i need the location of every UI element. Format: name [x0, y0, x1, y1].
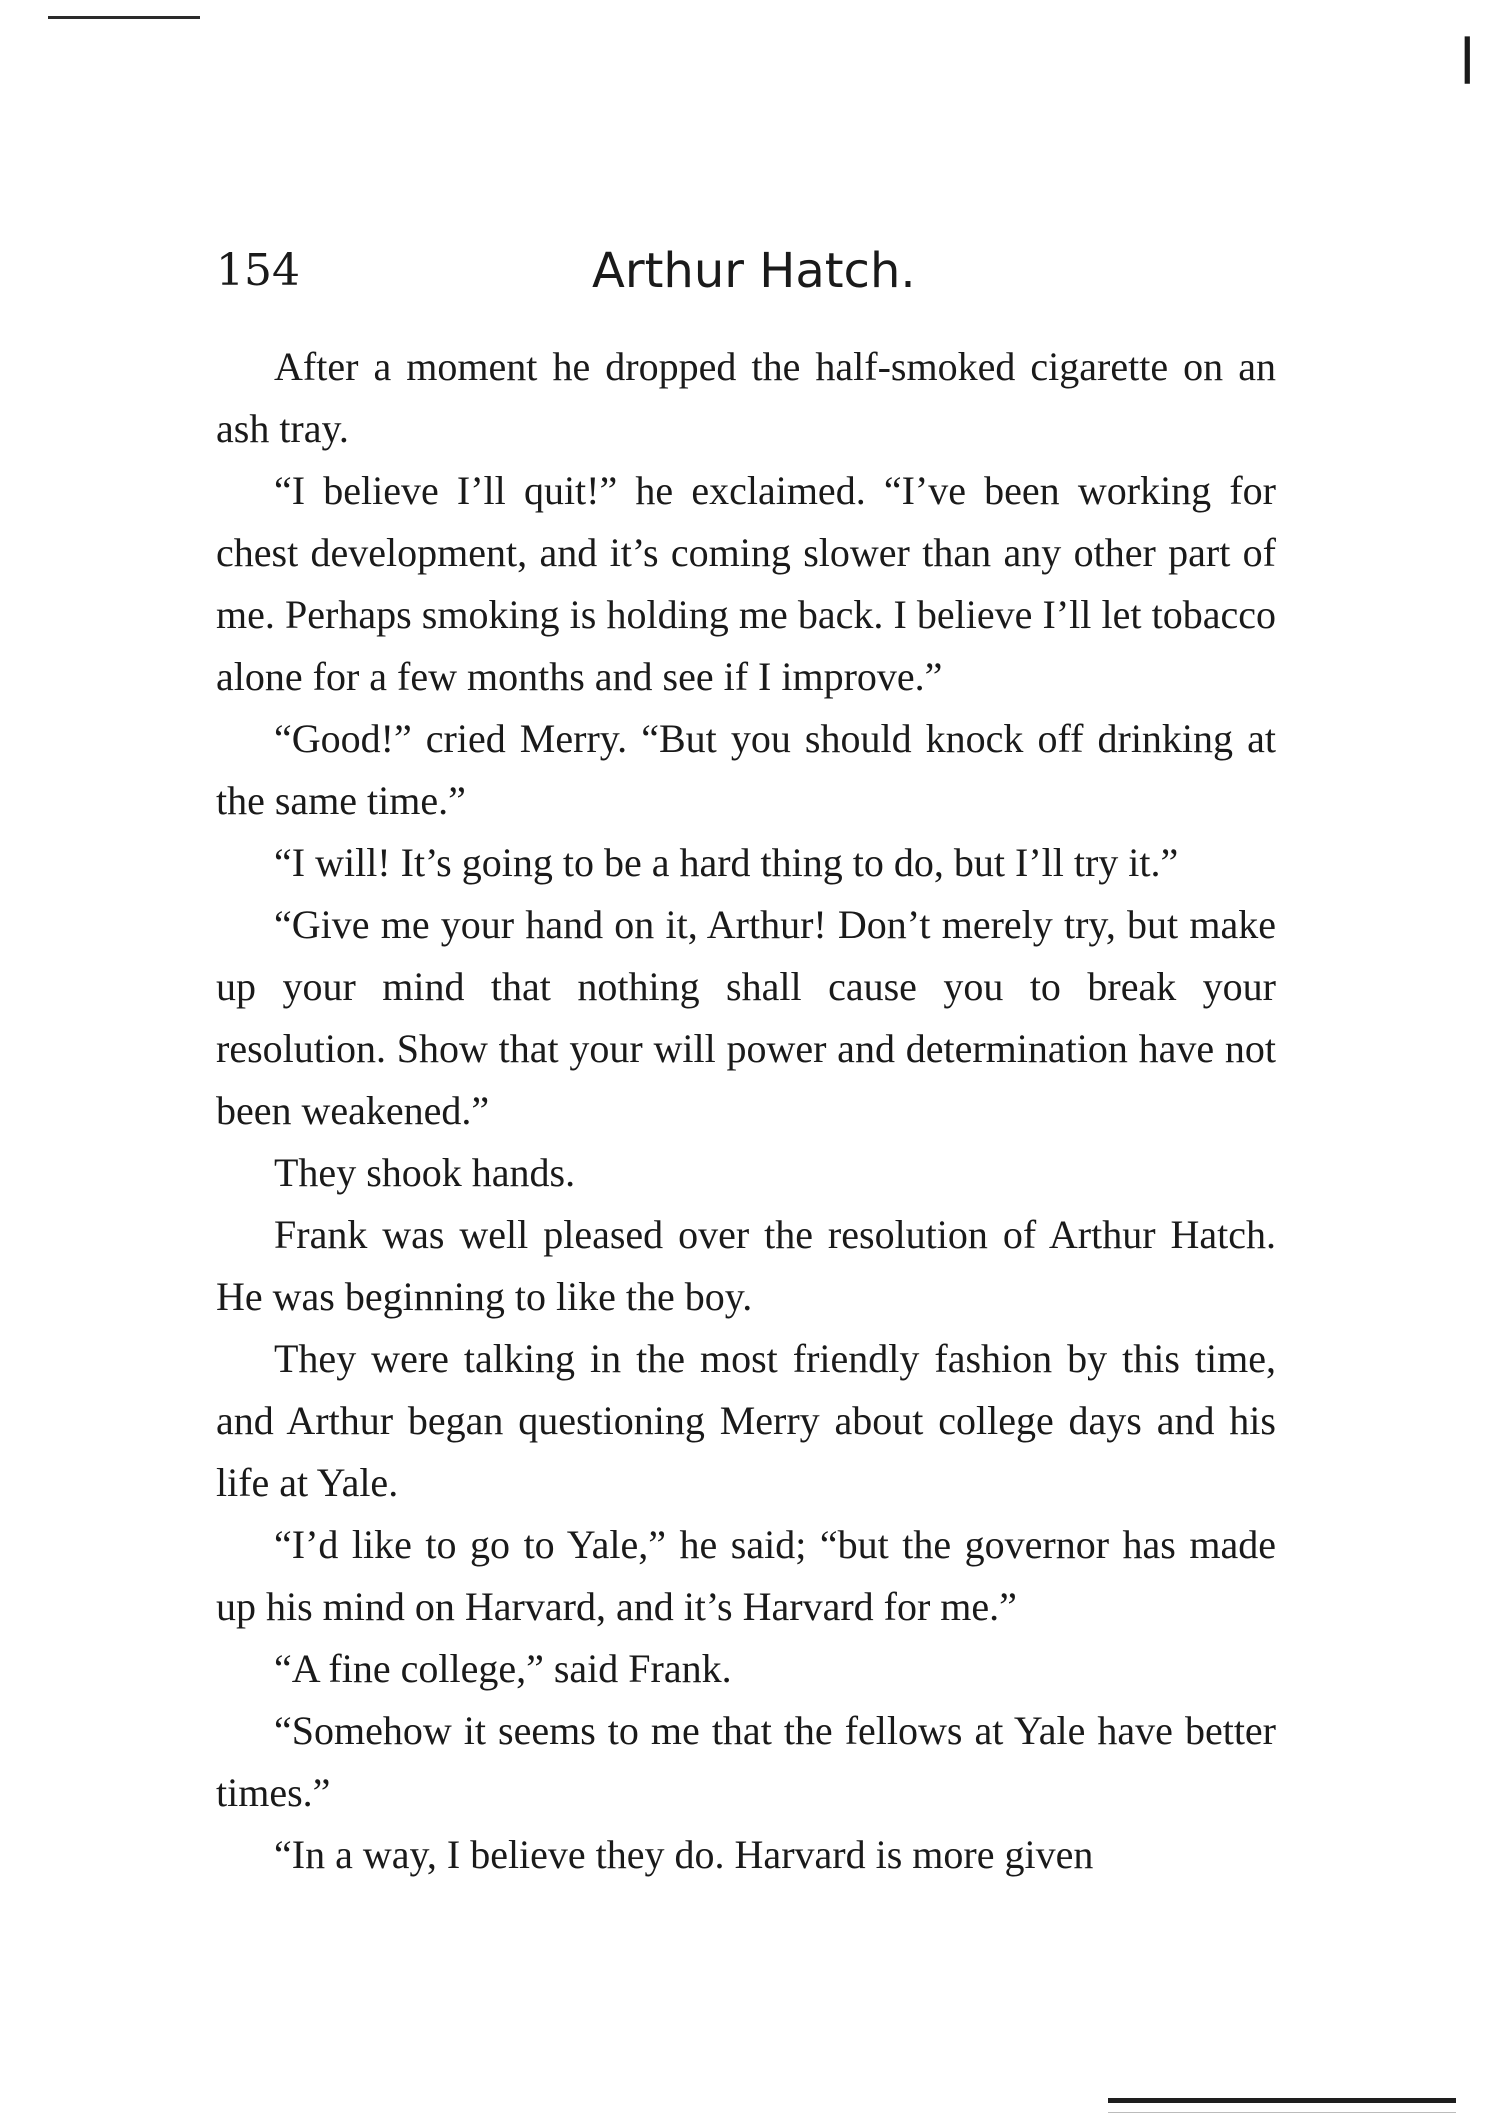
paragraph: “I will! It’s going to be a hard thing to do, but I’ll try it.” — [274, 840, 1179, 885]
paragraph: After a moment he dropped the half-smoked cigarette on an ash tray. — [216, 344, 1276, 451]
paragraph: “A fine college,” said Frank. — [274, 1646, 732, 1691]
paragraph: They were talking in the most friendly fashion by this time, and Arthur began questioning Merry about college days and his life at Yale. — [216, 1336, 1276, 1505]
running-head — [216, 236, 1276, 306]
bottom-rule — [1108, 2098, 1456, 2103]
paragraph: “In a way, I believe they do. Harvard is more given — [274, 1832, 1094, 1877]
paragraph: “Somehow it seems to me that the fellows at Yale have better times.” — [216, 1708, 1276, 1815]
body-text — [216, 336, 1276, 1886]
paragraph: “Give me your hand on it, Arthur! Don’t merely try, but make up your mind that nothing shall cause you to break your resolution. Show that your will power and determination have not been weakened.” — [216, 902, 1276, 1133]
bottom-rule-faint — [1108, 2112, 1456, 2113]
paragraph: They shook hands. — [274, 1150, 576, 1195]
page-number: 154 — [216, 245, 300, 296]
paragraph: “I believe I’ll quit!” he exclaimed. “I’ve been working for chest development, and it’s coming slower than any other part of me. Perhaps smoking is holding me back. I believe I’ll let tobacco alone for a few months and see if I improve.” — [216, 468, 1276, 699]
top-rule — [48, 16, 200, 19]
paragraph: “Good!” cried Merry. “But you should knock off drinking at the same time.” — [216, 716, 1276, 823]
paragraph: “I’d like to go to Yale,” he said; “but the governor has made up his mind on Harvard, and it’s Harvard for me.” — [216, 1522, 1276, 1629]
running-title: Arthur Hatch. — [592, 243, 916, 299]
corner-mark: ❘ — [1448, 31, 1487, 82]
paragraph: Frank was well pleased over the resolution of Arthur Hatch. He was beginning to like the boy. — [216, 1212, 1276, 1319]
